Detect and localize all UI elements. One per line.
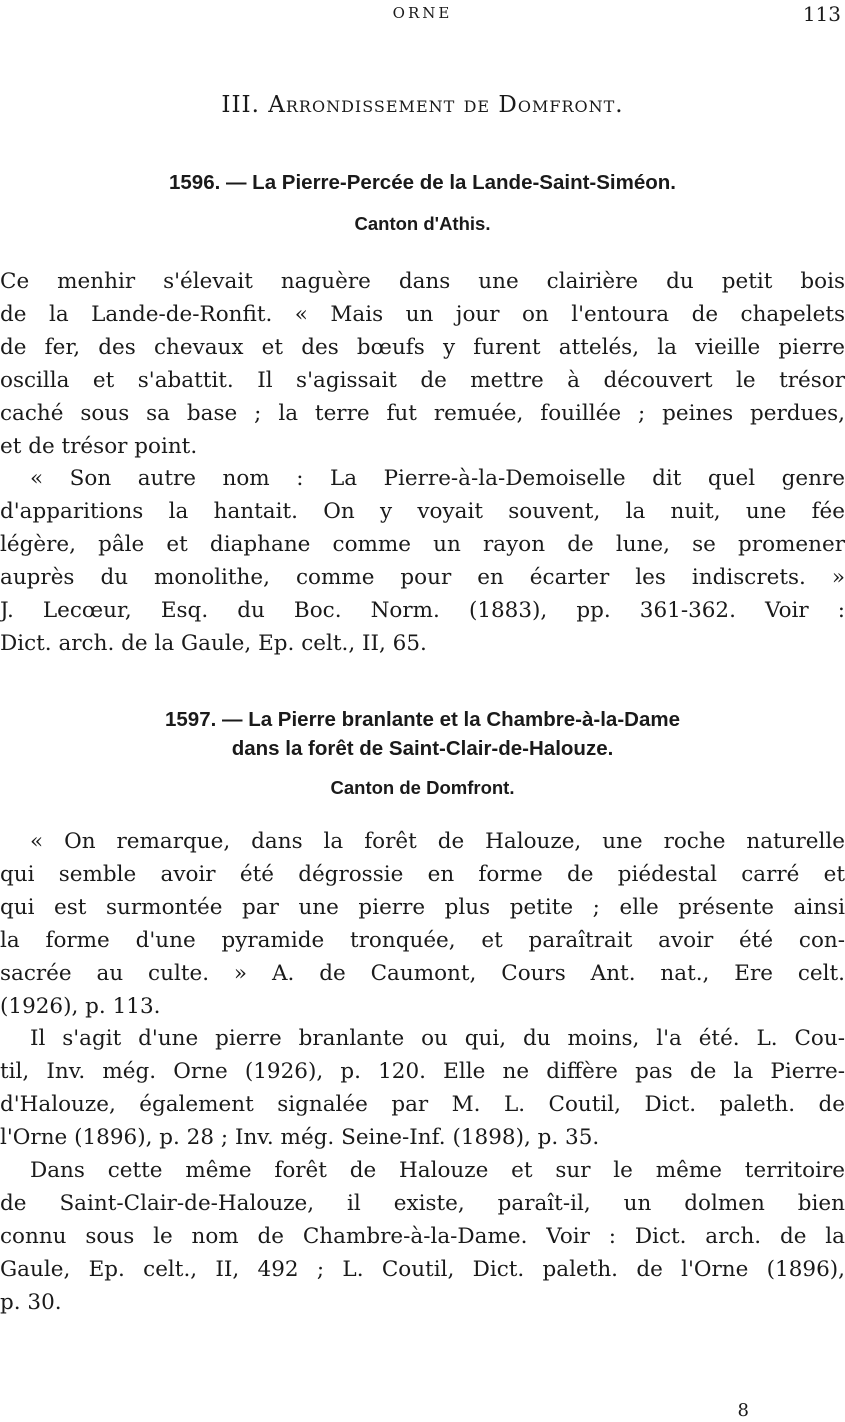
body-line: caché sous sa base ; la terre fut remuée, fouillée ; peines perdues, (0, 400, 845, 426)
body-line: J. Lecœur, Esq. du Boc. Norm. (1883), pp. 361-362. Voir : (0, 598, 845, 624)
entry-1596-title: 1596. — La Pierre-Percée de la Lande-Saint-Siméon. (168, 171, 676, 194)
body-line: de Saint-Clair-de-Halouze, il existe, paraît-il, un dolmen bien (0, 1190, 845, 1216)
body-line: légère, pâle et diaphane comme un rayon de lune, se promener (0, 532, 845, 558)
body-line: Gaule, Ep. celt., II, 492 ; L. Coutil, Dict. paleth. de l'Orne (1896), (0, 1256, 845, 1282)
body-line: qui est surmontée par une pierre plus petite ; elle présente ainsi (0, 894, 845, 920)
signature-mark: 8 (737, 1400, 749, 1421)
entry-1597-title (0, 705, 845, 763)
body-line: connu sous le nom de Chambre-à-la-Dame. Voir : Dict. arch. de la (0, 1223, 845, 1249)
arrondissement-heading (0, 92, 845, 118)
page-number: 113 (802, 2, 841, 26)
body-line: la forme d'une pyramide tronquée, et paraîtrait avoir été con- (0, 927, 845, 953)
body-line: d'apparitions la hantait. On y voyait souvent, la nuit, une fée (0, 499, 845, 525)
arrondissement-prefix: III. (221, 92, 269, 118)
body-line: qui semble avoir été dégrossie en forme de piédestal carré et (0, 861, 845, 887)
body-line: « Son autre nom : La Pierre-à-la-Demoiselle dit quel genre (30, 466, 845, 492)
body-line: « On remarque, dans la forêt de Halouze, une roche naturelle (30, 829, 845, 854)
body-line: Dict. arch. de la Gaule, Ep. celt., II, 65. (0, 630, 427, 656)
body-line: et de trésor point. (0, 433, 198, 459)
entry-1596-body (0, 266, 845, 661)
entry-1597-body (0, 826, 845, 1320)
body-line: oscilla et s'abattit. Il s'agissait de mettre à découvert le trésor (0, 367, 845, 393)
entry-1597-canton: Canton de Domfront. (330, 777, 515, 798)
body-line: auprès du monolithe, comme pour en écarter les indiscrets. » (0, 565, 845, 591)
body-line: Ce menhir s'élevait naguère dans une clairière du petit bois (0, 269, 845, 294)
body-line: sacrée au culte. » A. de Caumont, Cours Ant. nat., Ere celt. (0, 960, 845, 986)
body-line: (1926), p. 113. (0, 993, 161, 1019)
entry-1596-canton: Canton d'Athis. (354, 213, 491, 234)
body-line: de la Lande-de-Ronfit. « Mais un jour on l'entoura de chapelets (0, 301, 845, 327)
body-line: Il s'agit d'une pierre branlante ou qui, du moins, l'a été. L. Cou- (30, 1026, 845, 1052)
body-line: d'Halouze, également signalée par M. L. Coutil, Dict. paleth. de (0, 1092, 845, 1118)
arrondissement-title: Arrondissement de Domfront. (268, 92, 624, 118)
body-line: l'Orne (1896), p. 28 ; Inv. még. Seine-Inf. (1898), p. 35. (0, 1125, 600, 1151)
body-line: de fer, des chevaux et des bœufs y furent attelés, la vieille pierre (0, 334, 845, 360)
entry-1597-title-line-2: dans la forêt de Saint-Clair-de-Halouze. (231, 737, 614, 760)
body-line: p. 30. (0, 1289, 62, 1315)
running-head (0, 2, 845, 26)
running-head-title: ORNE (392, 4, 453, 22)
body-line: Dans cette même forêt de Halouze et sur le même territoire (30, 1158, 845, 1184)
entry-1597-title-line-1: 1597. — La Pierre branlante et la Chambre-à-la-Dame (165, 708, 680, 731)
body-line: til, Inv. még. Orne (1926), p. 120. Elle ne diffère pas de la Pierre- (0, 1059, 845, 1085)
